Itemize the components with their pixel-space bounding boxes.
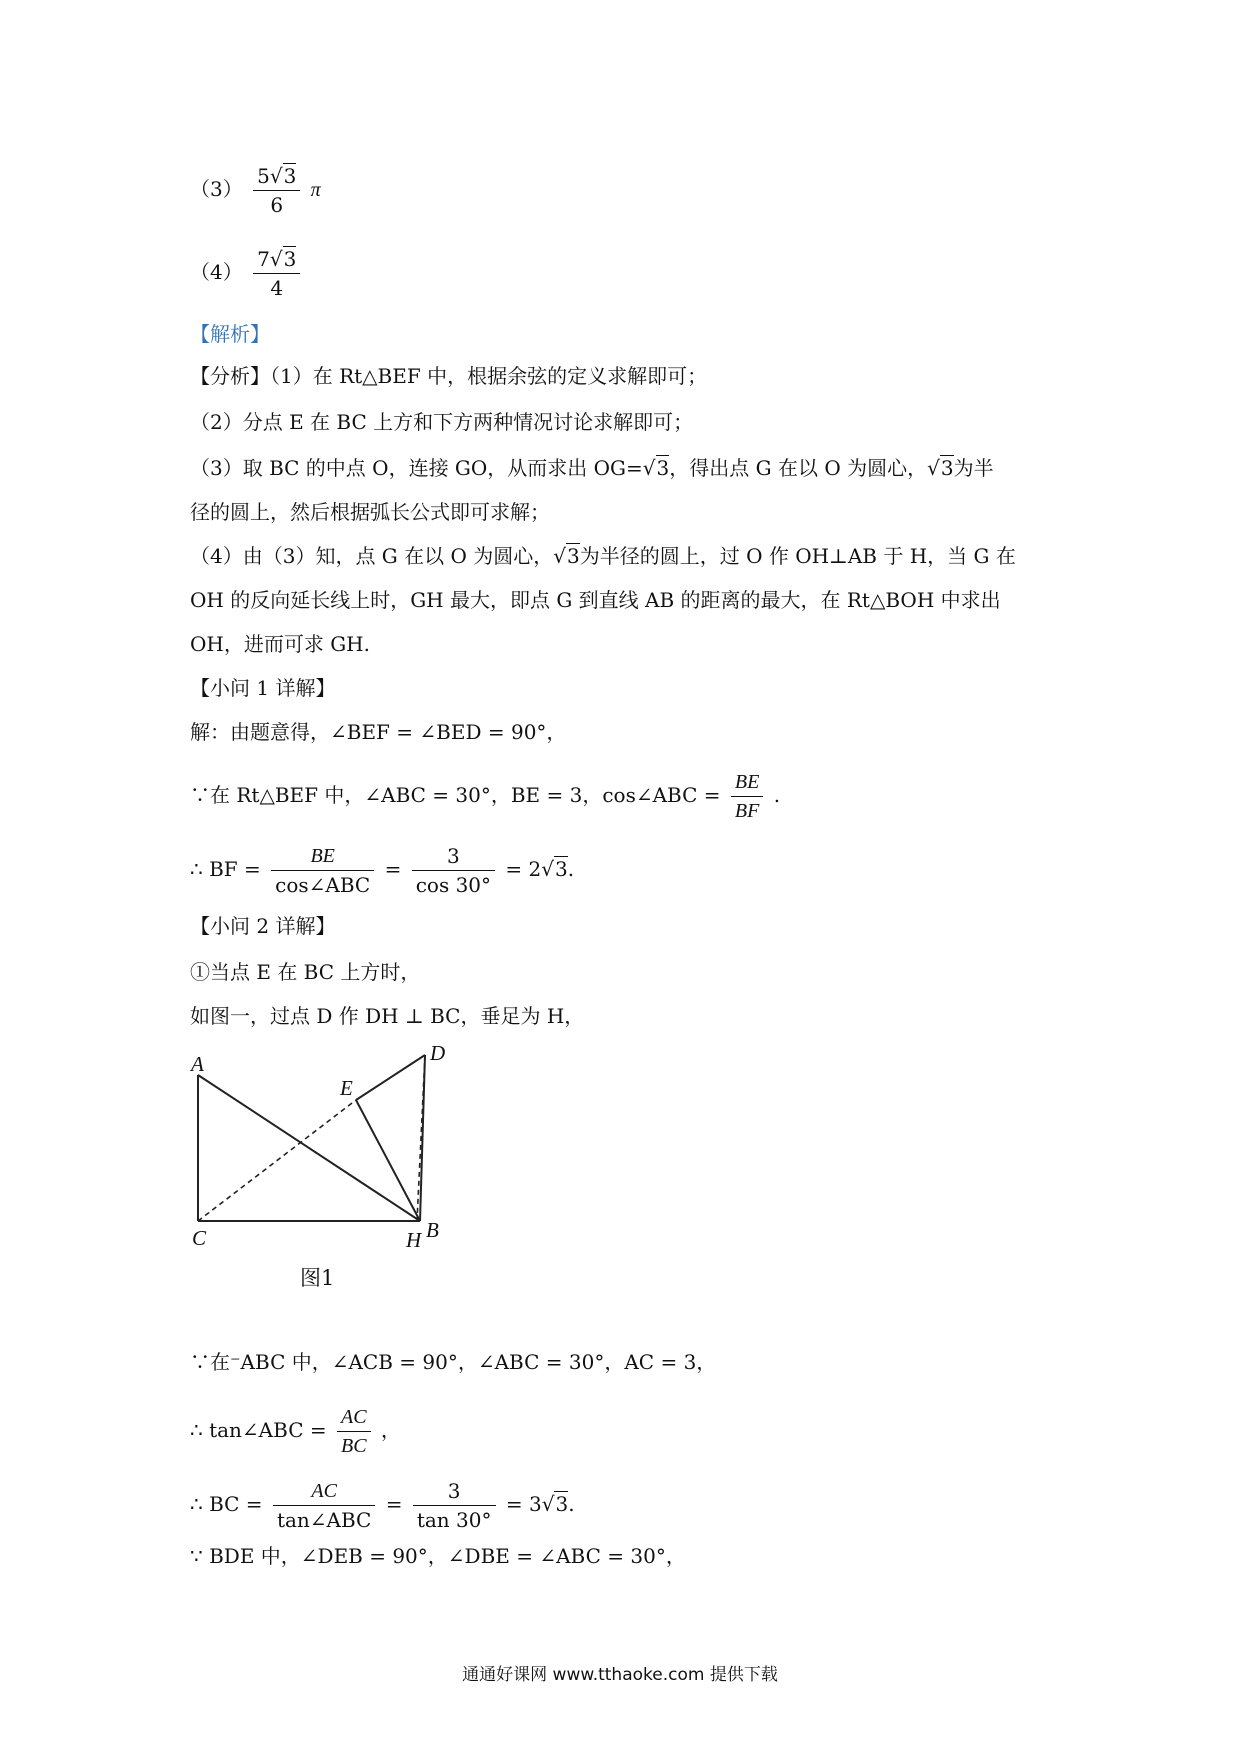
fraction: [273, 1477, 375, 1534]
q2-line-4: [190, 1403, 401, 1460]
fraction: $\frac{5√3}{6}$: [253, 162, 300, 219]
coef: 5: [257, 164, 270, 188]
q2-line-2: 如图一，过点 D 作 DH ⊥ BC，垂足为 H，: [190, 1004, 585, 1028]
numerator: AC: [273, 1477, 375, 1506]
equation-text: =: [385, 1492, 403, 1516]
radicand: 3: [940, 456, 954, 480]
equation-text: ∴ BC =: [190, 1492, 263, 1516]
fraction: [271, 842, 374, 899]
analysis-text: （1）在 Rt△BEF 中，根据余弦的定义求解即可；: [270, 364, 708, 388]
segment-EB: [356, 1100, 420, 1221]
denominator: tan 30°: [416, 1508, 492, 1532]
numerator: 3: [413, 1477, 496, 1506]
fraction: [412, 842, 495, 899]
figure-caption: 图1: [300, 1266, 335, 1290]
item-label: （3）: [190, 177, 243, 201]
segment-ED: [356, 1055, 425, 1100]
page-footer: 通通好课网 www.tthaoke.com 提供下载: [462, 1665, 778, 1685]
analysis-text: （4）由（3）知，点 G 在以 O 为圆心，: [190, 544, 554, 568]
equation-text: ∴ tan∠ABC =: [190, 1418, 327, 1442]
q1-title: 【小问 1 详解】: [190, 676, 336, 700]
analysis-line-1: [190, 362, 707, 390]
radicand: 3: [567, 544, 580, 568]
denominator: BF: [734, 800, 760, 822]
fraction: $\frac{7√3}{4}$: [253, 245, 300, 302]
analysis-tag: 【分析】: [190, 364, 270, 388]
label-D: D: [430, 1041, 446, 1065]
analysis-line-4: 径的圆上，然后根据弧长公式即可求解；: [190, 500, 550, 524]
equation-text: ，: [380, 1418, 401, 1442]
jiexi-heading: 【解析】: [190, 322, 270, 346]
analysis-text: 为半: [953, 456, 994, 480]
denominator: cos∠ABC: [275, 873, 371, 897]
fraction: [337, 1403, 371, 1460]
pi-symbol: π: [310, 179, 321, 201]
radicand: 3: [656, 456, 670, 480]
radicand: 3: [555, 1492, 569, 1516]
radicand: 3: [283, 164, 297, 188]
segment-CE-dashed: [198, 1100, 356, 1221]
analysis-line-7: OH，进而可求 GH.: [190, 632, 370, 656]
numerator: 3: [412, 842, 495, 871]
radicand: 3: [283, 247, 297, 271]
equation-text: =: [384, 857, 402, 881]
numerator: BE: [731, 768, 763, 797]
numerator: AC: [337, 1403, 371, 1432]
item-label: （4）: [190, 260, 243, 284]
fraction: [413, 1477, 496, 1534]
label-A: A: [191, 1052, 204, 1076]
equation-text: .: [568, 1492, 575, 1516]
fraction: [731, 768, 763, 825]
analysis-text: 为半径的圆上，过 O 作 OH⊥AB 于 H，当 G 在: [579, 544, 1016, 568]
coef: 7: [257, 247, 270, 271]
denominator: 6: [270, 193, 284, 217]
denominator: BC: [340, 1435, 367, 1457]
answer-item-3: [190, 162, 321, 219]
geometry-figure-1: [180, 1035, 480, 1260]
numerator: BE: [271, 842, 374, 871]
answer-item-4: [190, 245, 304, 302]
q1-line-1: 解：由题意得，∠BEF = ∠BED = 90°，: [190, 720, 567, 744]
label-E: E: [340, 1076, 353, 1100]
q1-line-3: ∴ BF = $\frac{BE}{\text{cos∠ABC}}$ = $\frac{3}{\cos 30^\circ}$ = 2√3.: [190, 844, 575, 897]
q2-line-5: ∴ BC = $\frac{AC}{\text{tan∠ABC}}$ = $\frac{3}{\tan 30^\circ}$ = 3√3.: [190, 1479, 575, 1532]
radicand: 3: [554, 857, 568, 881]
analysis-line-3: （3）取 BC 的中点 O，连接 GO，从而求出 OG=√3，得出点 G 在以 O 为圆心，√3为半: [190, 456, 994, 480]
label-B: B: [426, 1218, 439, 1242]
q1-line-2: [190, 768, 780, 825]
analysis-line-2: （2）分点 E 在 BC 上方和下方两种情况讨论求解即可；: [190, 410, 694, 434]
analysis-line-6: OH 的反向延长线上时，GH 最大，即点 G 到直线 AB 的距离的最大，在 Rt△BOH 中求出: [190, 588, 1001, 612]
q2-line-1: ①当点 E 在 BC 上方时，: [190, 960, 421, 984]
q2-line-6: ∵ BDE 中，∠DEB = 90°，∠DBE = ∠ABC = 30°，: [190, 1544, 686, 1568]
analysis-line-5: （4）由（3）知，点 G 在以 O 为圆心，√3为半径的圆上，过 O 作 OH⊥AB 于 H，当 G 在: [190, 544, 1016, 568]
denominator: cos 30°: [415, 873, 492, 897]
analysis-text: （3）取 BC 的中点 O，连接 GO，从而求出 OG=: [190, 456, 643, 480]
q2-line-3: ∵在⁻ABC 中，∠ACB = 90°，∠ABC = 30°，AC = 3，: [190, 1350, 717, 1374]
label-C: C: [192, 1226, 207, 1250]
label-H: H: [406, 1228, 422, 1252]
equation-text: ∴ BF =: [190, 857, 261, 881]
equation-text: ∵在 Rt△BEF 中，∠ABC = 30°，BE = 3，cos∠ABC =: [190, 783, 721, 807]
q2-title: 【小问 2 详解】: [190, 914, 336, 938]
equation-text: .: [567, 857, 575, 881]
equation-text: .: [773, 783, 781, 807]
equation-text: = 2: [505, 857, 542, 881]
analysis-text: ，得出点 G 在以 O 为圆心，: [669, 456, 928, 480]
segment-AB: [198, 1075, 420, 1221]
denominator: 4: [270, 276, 284, 300]
denominator: tan∠ABC: [276, 1508, 372, 1532]
equation-text: = 3: [505, 1492, 542, 1516]
